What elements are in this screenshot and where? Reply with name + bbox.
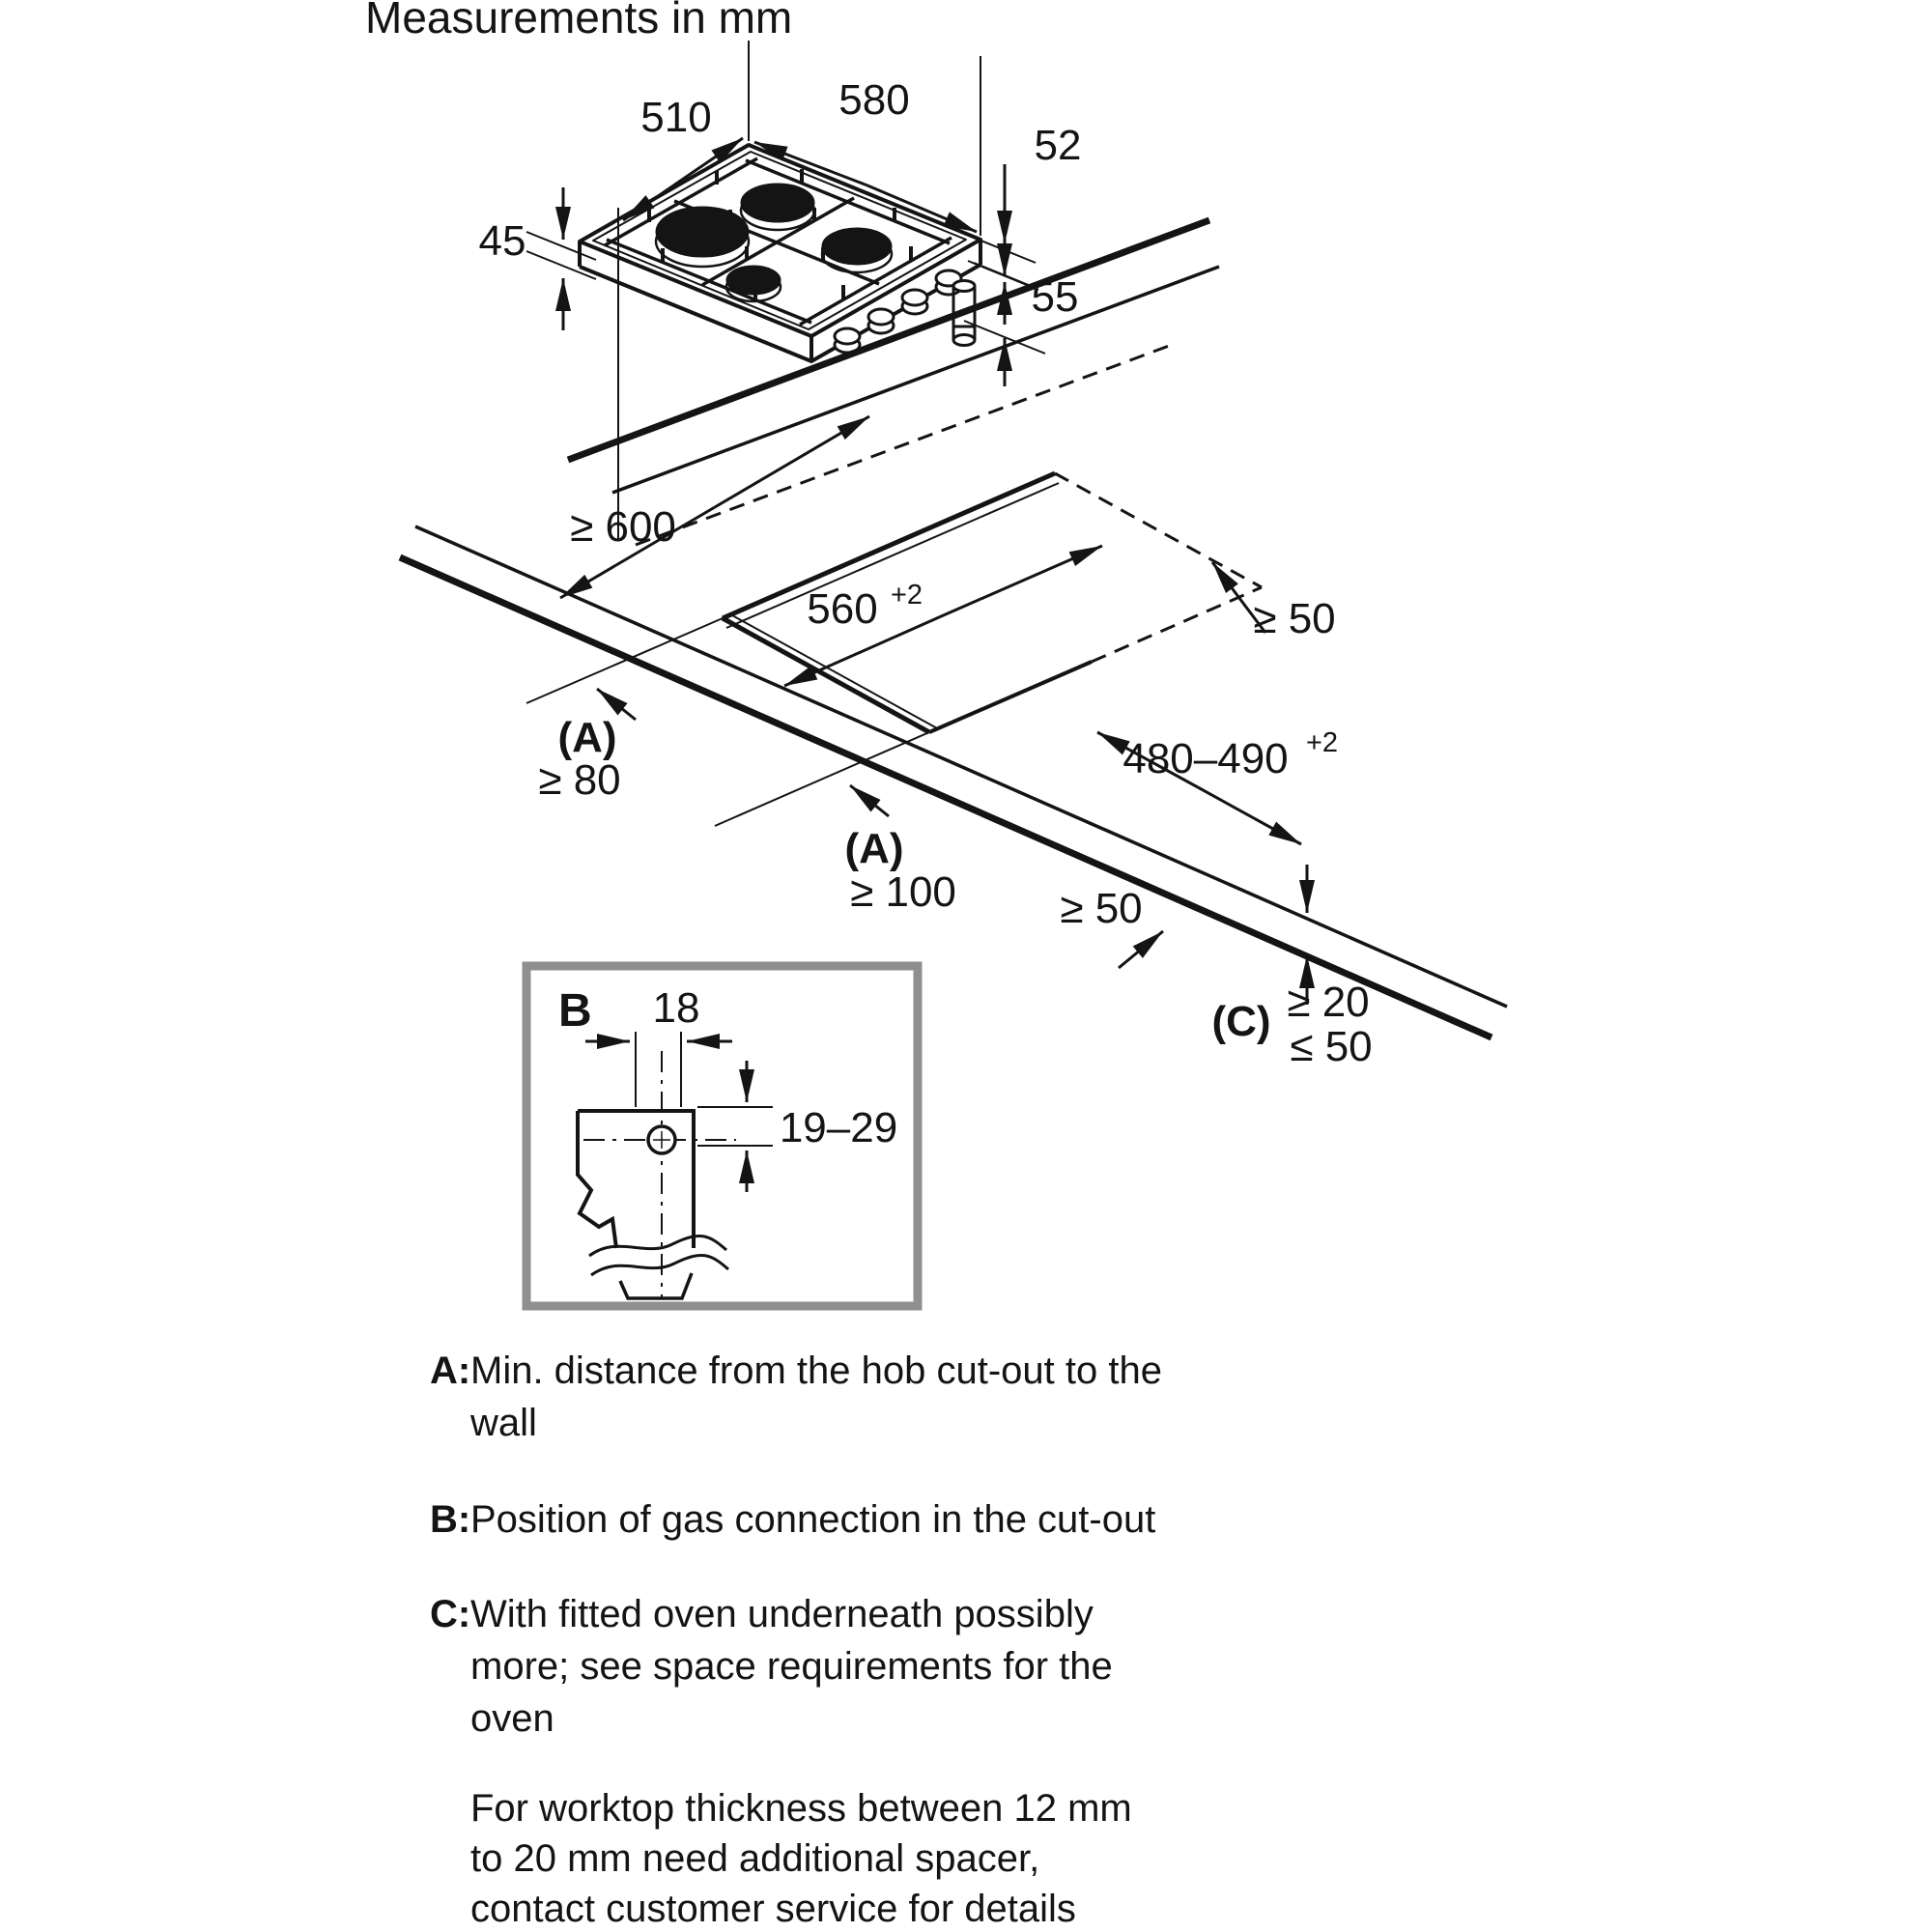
- legend-entry-b: [430, 1493, 1243, 1546]
- dim-600-label: ≥ 600: [570, 503, 676, 551]
- dim-560-arrow-right: [939, 546, 1102, 617]
- dim-560-label: 560: [807, 585, 878, 633]
- dim-c-label: (C): [1211, 998, 1271, 1045]
- dim-50-bottom-label: ≥ 50: [1060, 885, 1143, 932]
- dim-19-29-label: 19–29: [779, 1104, 898, 1151]
- dim-c-max: ≤ 50: [1290, 1023, 1373, 1070]
- dim-510-label: 510: [640, 94, 712, 141]
- legend-key-c: C:: [430, 1593, 471, 1635]
- dim-52-label: 52: [1034, 122, 1082, 169]
- detail-b-label: B: [558, 985, 592, 1037]
- dim-a1-label: (A): [557, 714, 617, 761]
- dim-a2-label: (A): [844, 825, 904, 872]
- dim-580-label: 580: [838, 76, 910, 124]
- detail-box-b: [526, 966, 918, 1306]
- dim-45-label: 45: [478, 217, 526, 265]
- dim-a100-arrow: [850, 785, 889, 816]
- legend-entry-c: [430, 1588, 1147, 1745]
- cutout-outline: [723, 473, 1262, 732]
- dim-480-490-label: 480–490: [1122, 735, 1289, 782]
- worktop-thickness-note: For worktop thickness between 12 mm to 20 mm need additional spacer, contact customer service for details: [470, 1787, 1132, 1930]
- dim-480-490-tolerance: +2: [1306, 727, 1339, 758]
- hob-projection-dashed: [636, 346, 1169, 545]
- dim-a1-value: ≥ 80: [538, 756, 621, 804]
- legend-text-a: Min. distance from the hob cut-out to the wall: [470, 1350, 1162, 1444]
- extension-a80: [526, 618, 723, 703]
- dim-18-label: 18: [652, 984, 700, 1032]
- legend-key-a: A:: [430, 1350, 471, 1392]
- legend-text-b: Position of gas connection in the cut-out: [470, 1498, 1156, 1541]
- dim-55-label: 55: [1031, 273, 1079, 321]
- dim-50-right-label: ≥ 50: [1253, 595, 1336, 642]
- dim-600-arrow-up: [715, 416, 869, 507]
- legend-key-b: B:: [430, 1498, 471, 1541]
- legend-text-c: With fitted oven underneath possibly more; see space requirements for the oven: [470, 1593, 1113, 1740]
- dim-480-arrow-right: [1198, 787, 1301, 844]
- dim-c-min: ≥ 20: [1287, 979, 1370, 1026]
- dim-a2-value: ≥ 100: [850, 868, 956, 916]
- dim-560-tolerance: +2: [891, 580, 923, 611]
- page-title: Measurements in mm: [365, 0, 793, 43]
- dim-50b-arrow: [1119, 931, 1163, 968]
- legend-entry-a: [430, 1345, 1205, 1449]
